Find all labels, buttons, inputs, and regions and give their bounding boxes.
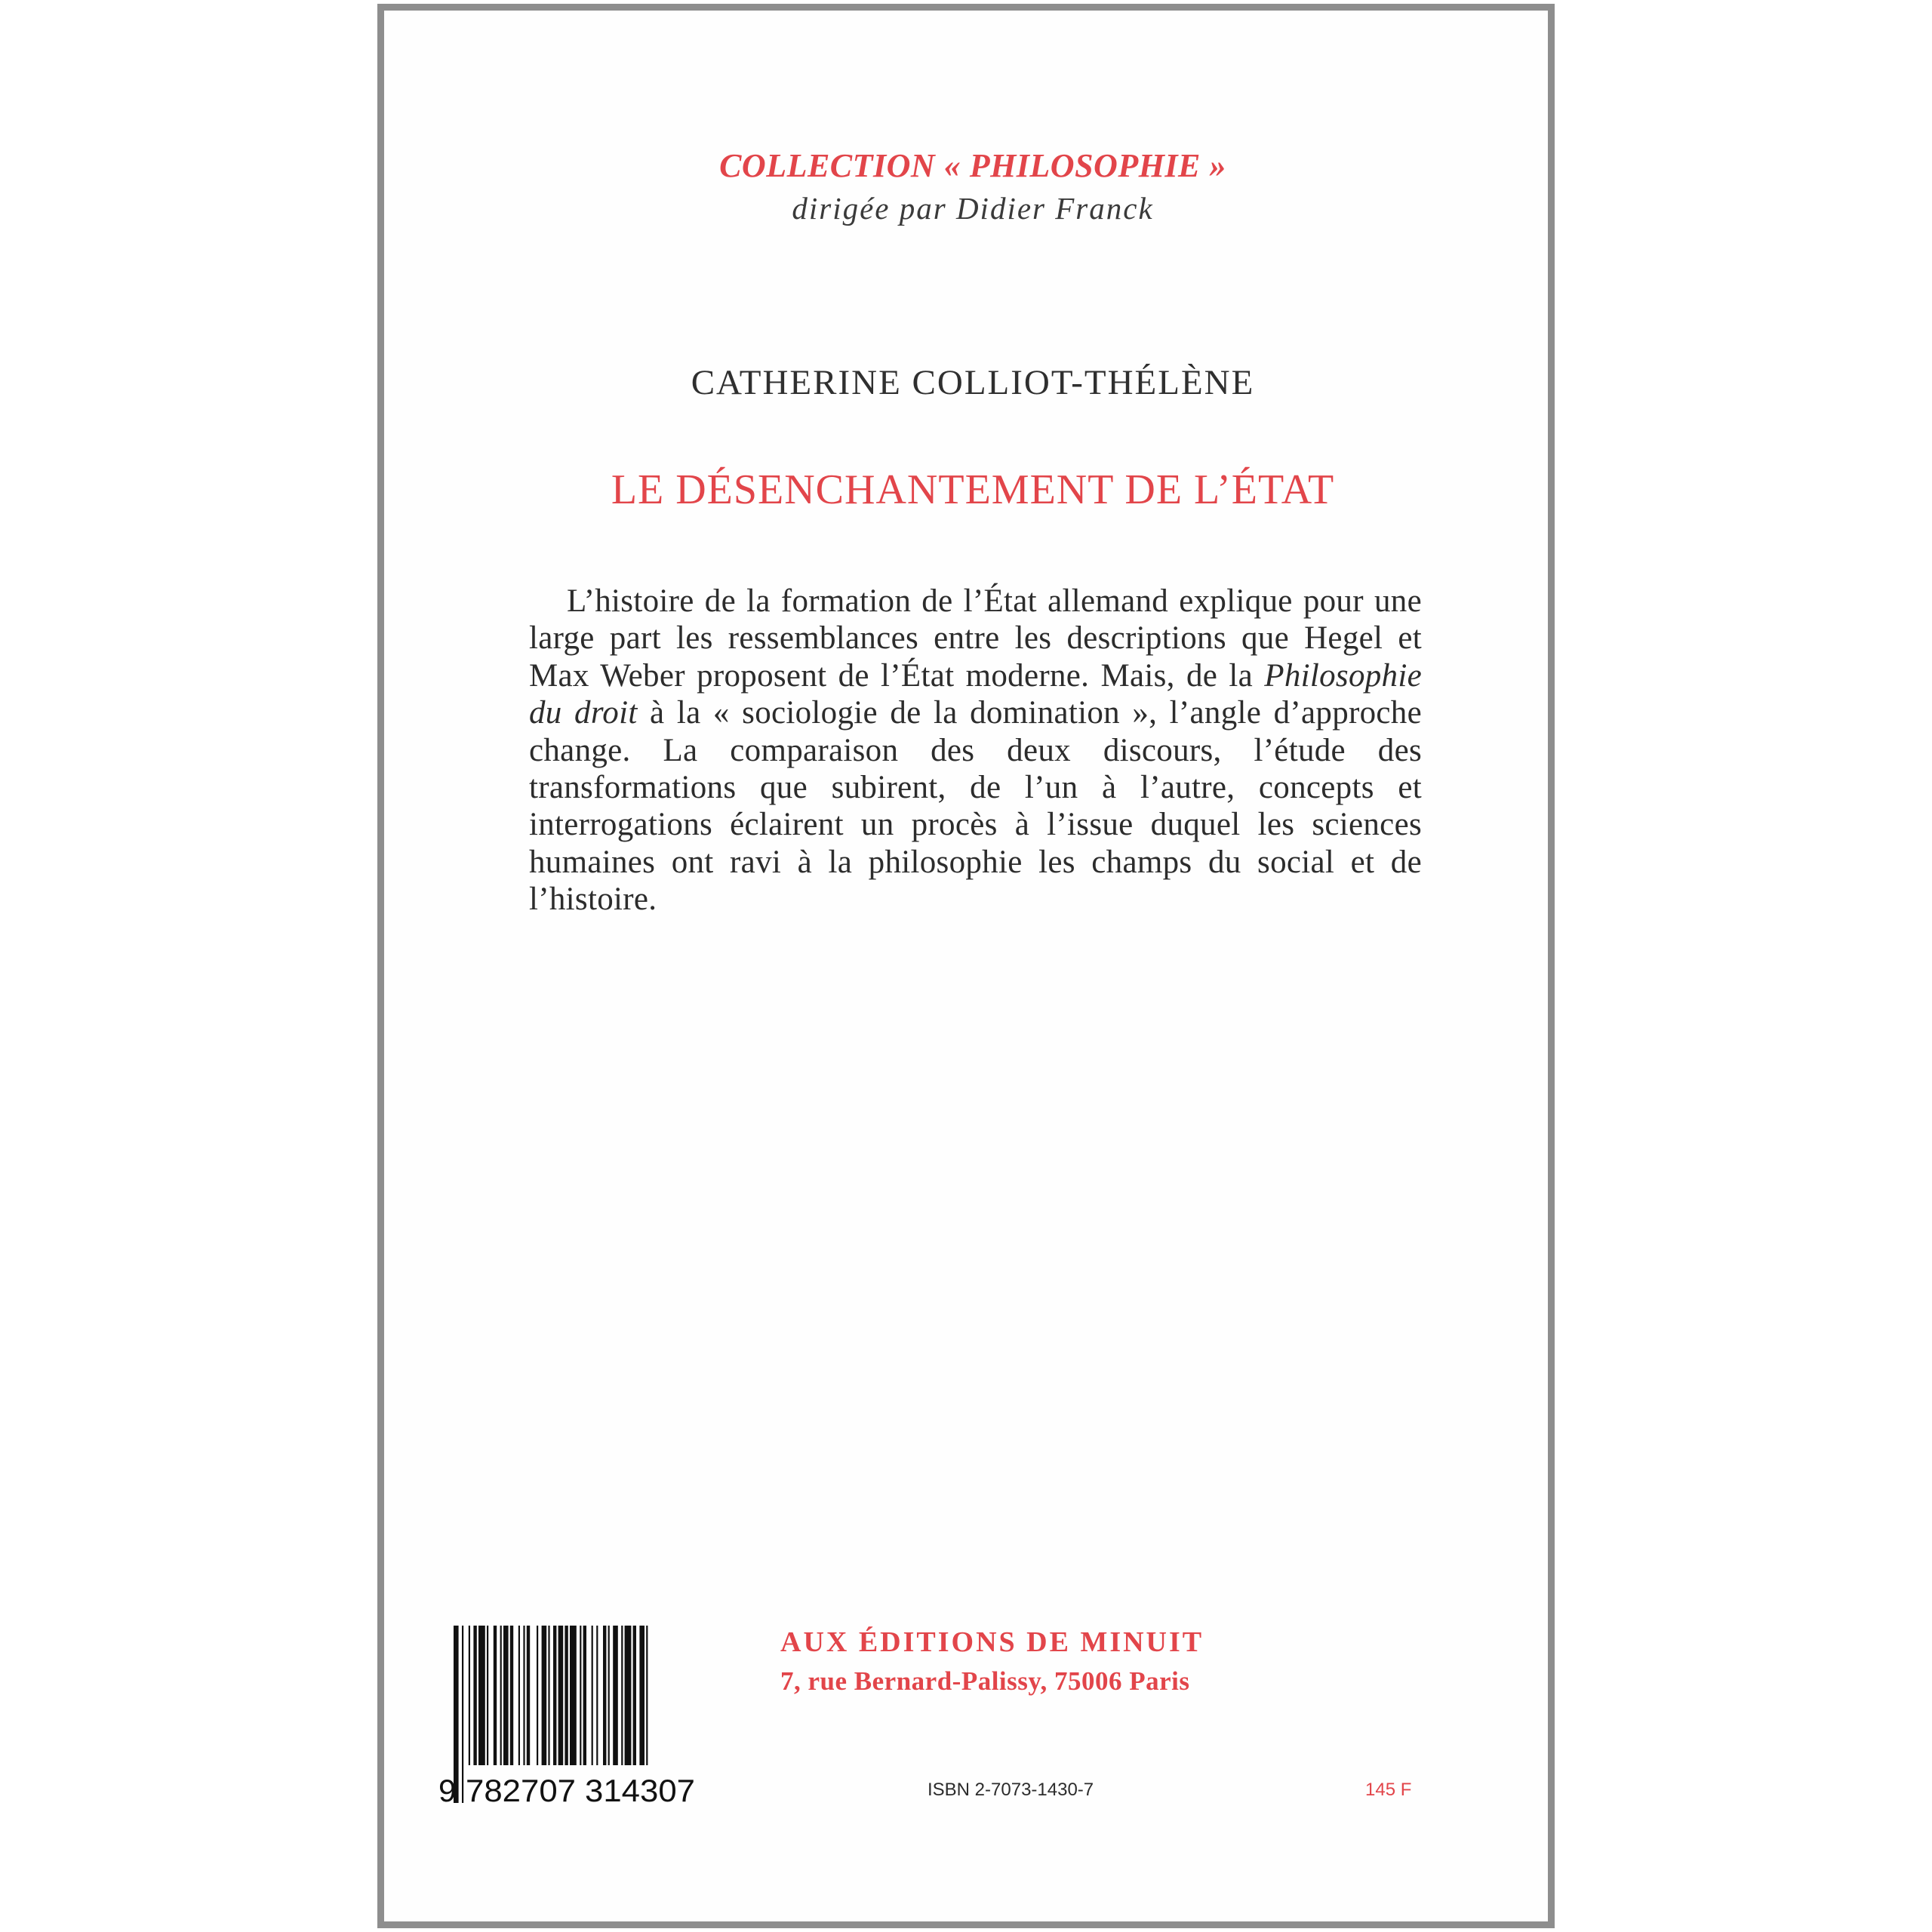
barcode-bar [580, 1626, 581, 1765]
book-title: LE DÉSENCHANTEMENT DE L’ÉTAT [611, 466, 1335, 513]
barcode-bar [548, 1626, 549, 1765]
barcode-bar [625, 1626, 632, 1765]
collection-name: COLLECTION « PHILOSOPHIE » [719, 147, 1226, 184]
barcode-bar [478, 1626, 485, 1765]
blurb-text [529, 583, 1422, 918]
barcode-bar [487, 1626, 488, 1765]
price-label: 145 F [1365, 1780, 1412, 1800]
book-back-cover [377, 4, 1555, 1928]
barcode-bar [473, 1626, 476, 1765]
isbn-number: ISBN 2-7073-1430-7 [928, 1780, 1094, 1800]
barcode-bar [621, 1626, 623, 1765]
barcode-bar [613, 1626, 618, 1765]
blurb-part-1: L’histoire de la formation de l’État allemand explique pour une large part les ressemblances entre les descriptions que Hegel et Max Weber proposent de l’État moderne. Mais, de la [529, 583, 1422, 694]
barcode-bar [527, 1626, 530, 1765]
collection-director: dirigée par Didier Franck [792, 191, 1154, 226]
barcode-bar [639, 1626, 645, 1765]
blurb-part-2: à la « sociologie de la domination », l’angle d’approche change. La comparaison des deux discours, l’étude des transformations que subirent, de l’un à l’autre, concepts et interrogations éclairent un procès à l’issue duquel les sciences humaines ont ravi à la philosophie les champs du social et de l’histoire. [529, 695, 1422, 918]
barcode-bar [608, 1626, 610, 1765]
barcode-bar [633, 1626, 636, 1765]
barcode-bar [500, 1626, 502, 1765]
publisher-name: AUX ÉDITIONS DE MINUIT [780, 1626, 1204, 1658]
publisher-address: 7, rue Bernard-Palissy, 75006 Paris [780, 1666, 1190, 1696]
barcode-bar [646, 1626, 648, 1765]
barcode-bar [494, 1626, 497, 1765]
barcode-lead-digit: 9 [438, 1773, 457, 1808]
author-name: CATHERINE COLLIOT-THÉLÈNE [691, 363, 1255, 402]
barcode-bar [583, 1626, 586, 1765]
barcode-bar [523, 1626, 525, 1765]
barcode-bar [518, 1626, 520, 1765]
barcode-right-digits: 314307 [585, 1773, 695, 1808]
barcode-bar [570, 1626, 577, 1765]
blurb-italic-title: Philosophie du droit [529, 657, 1422, 731]
barcode-digits [435, 1758, 707, 1810]
barcode-bar [503, 1626, 509, 1765]
barcode-bar [592, 1626, 593, 1765]
barcode-bar [603, 1626, 606, 1765]
barcode-bar [553, 1626, 556, 1765]
barcode-bar [558, 1626, 564, 1765]
barcode-bar [565, 1626, 568, 1765]
barcode-bar [537, 1626, 538, 1765]
barcode-left-digits: 782707 [466, 1773, 576, 1808]
barcode-bar [596, 1626, 598, 1765]
barcode-bar [542, 1626, 547, 1765]
barcode-bar [469, 1626, 470, 1765]
barcode-bar [510, 1626, 513, 1765]
